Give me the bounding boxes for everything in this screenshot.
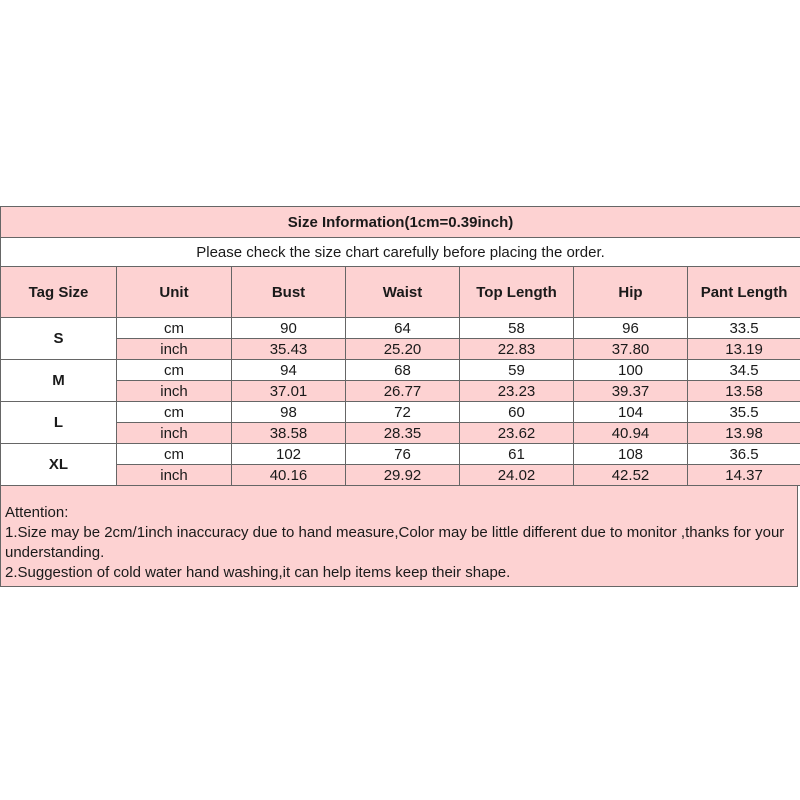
hip-cell: 42.52 [574, 465, 688, 486]
hip-cell: 37.80 [574, 339, 688, 360]
attention-line-2: 2.Suggestion of cold water hand washing,it can help items keep their shape. [5, 564, 511, 581]
top-length-cell: 60 [460, 402, 574, 423]
table-row [1, 465, 800, 486]
top-length-cell: 22.83 [460, 339, 574, 360]
tag-size-cell: L [1, 402, 117, 444]
bust-cell: 90 [232, 318, 346, 339]
bust-cell: 98 [232, 402, 346, 423]
header-tag-size: Tag Size [1, 267, 117, 318]
waist-cell: 25.20 [346, 339, 460, 360]
size-table [0, 206, 800, 486]
bust-cell: 35.43 [232, 339, 346, 360]
attention-notes [0, 486, 798, 587]
attention-heading: Attention: [5, 504, 69, 521]
waist-cell: 26.77 [346, 381, 460, 402]
hip-cell: 40.94 [574, 423, 688, 444]
waist-cell: 29.92 [346, 465, 460, 486]
pant-length-cell: 36.5 [688, 444, 800, 465]
top-length-cell: 58 [460, 318, 574, 339]
waist-cell: 72 [346, 402, 460, 423]
bust-cell: 38.58 [232, 423, 346, 444]
pant-length-cell: 13.19 [688, 339, 800, 360]
header-waist: Waist [346, 267, 460, 318]
bust-cell: 37.01 [232, 381, 346, 402]
pant-length-cell: 35.5 [688, 402, 800, 423]
header-bust: Bust [232, 267, 346, 318]
header-pant-length: Pant Length [688, 267, 800, 318]
hip-cell: 100 [574, 360, 688, 381]
unit-cell: inch [117, 465, 232, 486]
waist-cell: 64 [346, 318, 460, 339]
header-hip: Hip [574, 267, 688, 318]
unit-cell: cm [117, 444, 232, 465]
waist-cell: 68 [346, 360, 460, 381]
table-row [1, 339, 800, 360]
header-unit: Unit [117, 267, 232, 318]
table-row [1, 402, 800, 423]
top-length-cell: 23.23 [460, 381, 574, 402]
table-row [1, 444, 800, 465]
table-row [1, 423, 800, 444]
top-length-cell: 24.02 [460, 465, 574, 486]
pant-length-cell: 34.5 [688, 360, 800, 381]
top-length-cell: 59 [460, 360, 574, 381]
attention-line-1: 1.Size may be 2cm/1inch inaccuracy due to hand measure,Color may be little different due to monitor ,thanks for your understanding. [5, 524, 785, 561]
hip-cell: 104 [574, 402, 688, 423]
bust-cell: 40.16 [232, 465, 346, 486]
tag-size-cell: XL [1, 444, 117, 486]
unit-cell: cm [117, 402, 232, 423]
hip-cell: 96 [574, 318, 688, 339]
tag-size-cell: S [1, 318, 117, 360]
hip-cell: 39.37 [574, 381, 688, 402]
top-length-cell: 61 [460, 444, 574, 465]
waist-cell: 28.35 [346, 423, 460, 444]
waist-cell: 76 [346, 444, 460, 465]
pant-length-cell: 33.5 [688, 318, 800, 339]
table-row [1, 360, 800, 381]
pant-length-cell: 13.58 [688, 381, 800, 402]
size-chart [0, 206, 800, 587]
unit-cell: cm [117, 360, 232, 381]
pant-length-cell: 13.98 [688, 423, 800, 444]
hip-cell: 108 [574, 444, 688, 465]
unit-cell: cm [117, 318, 232, 339]
bust-cell: 102 [232, 444, 346, 465]
unit-cell: inch [117, 381, 232, 402]
tag-size-cell: M [1, 360, 117, 402]
pant-length-cell: 14.37 [688, 465, 800, 486]
header-top-length: Top Length [460, 267, 574, 318]
unit-cell: inch [117, 423, 232, 444]
top-length-cell: 23.62 [460, 423, 574, 444]
table-row [1, 318, 800, 339]
order-note: Please check the size chart carefully before placing the order. [1, 238, 800, 267]
bust-cell: 94 [232, 360, 346, 381]
table-row [1, 381, 800, 402]
unit-cell: inch [117, 339, 232, 360]
table-title: Size Information(1cm=0.39inch) [1, 207, 800, 238]
